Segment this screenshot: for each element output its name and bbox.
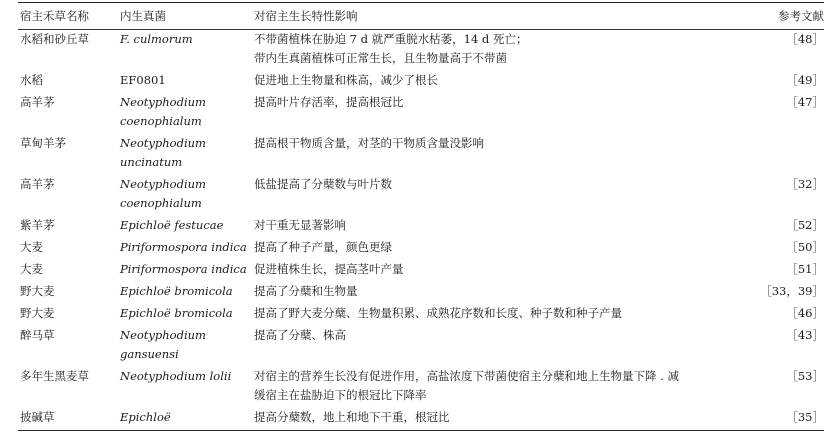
cell-endophyte <box>120 30 254 49</box>
table-row <box>18 216 824 238</box>
cell-endophyte <box>120 367 254 386</box>
endophyte-line: uncinatum <box>120 155 183 169</box>
endophyte-line: EF0801 <box>120 73 166 87</box>
cell-endophyte <box>120 175 254 213</box>
table-row <box>18 260 824 282</box>
endophyte-line: Neotyphodium <box>120 136 206 150</box>
effect-line: 提高了分蘖和生物量 <box>254 284 358 298</box>
cell-host: 醉马草 <box>20 328 55 342</box>
cell-endophyte <box>120 326 254 364</box>
cell-effect <box>254 238 744 257</box>
cell-effect <box>254 30 744 68</box>
effect-line: 缓宿主在盐胁迫下的根冠比下降率 <box>254 388 427 402</box>
endophyte-effects-table <box>18 2 824 431</box>
effect-line: 提高分蘖数，地上和地下干重，根冠比 <box>254 410 450 424</box>
cell-effect <box>254 304 744 323</box>
cell-ref: ［48］ <box>786 32 824 46</box>
cell-ref: ［47］ <box>786 95 824 109</box>
table-row <box>18 71 824 93</box>
cell-ref: ［49］ <box>786 73 824 87</box>
cell-endophyte <box>120 260 254 279</box>
cell-effect <box>254 93 744 112</box>
effect-line: 提高根干物质含量，对茎的干物质含量没影响 <box>254 136 484 150</box>
effect-line: 提高了种子产量，颜色更绿 <box>254 240 392 254</box>
effect-line: 对干重无显著影响 <box>254 218 346 232</box>
endophyte-line: Epichloë <box>120 410 171 424</box>
effect-line: 提高叶片存活率，提高根冠比 <box>254 95 404 109</box>
endophyte-line: Neotyphodium <box>120 95 206 109</box>
cell-endophyte <box>120 408 254 427</box>
cell-host: 野大麦 <box>20 306 55 320</box>
cell-host: 野大麦 <box>20 284 55 298</box>
effect-line: 提高了野大麦分蘖、生物量积累、成熟花序数和长度、种子数和种子产量 <box>254 306 622 320</box>
effect-line: 带内生真菌植株可正常生长，且生物量高于不带菌 <box>254 51 507 65</box>
table-row <box>18 93 824 134</box>
table-body <box>18 30 824 430</box>
cell-endophyte <box>120 93 254 131</box>
cell-ref: ［50］ <box>786 240 824 254</box>
cell-host: 草甸羊茅 <box>20 136 66 150</box>
cell-host: 紫羊茅 <box>20 218 55 232</box>
effect-line: 低盐提高了分蘖数与叶片数 <box>254 177 392 191</box>
cell-host: 大麦 <box>20 262 43 276</box>
endophyte-line: coenophialum <box>120 114 202 128</box>
cell-endophyte <box>120 216 254 235</box>
cell-effect <box>254 175 744 194</box>
endophyte-line: F. culmorum <box>120 32 193 46</box>
cell-endophyte <box>120 282 254 301</box>
cell-effect <box>254 367 744 405</box>
cell-effect <box>254 408 744 427</box>
table-row <box>18 238 824 260</box>
endophyte-line: Neotyphodium lolii <box>120 369 232 383</box>
cell-effect <box>254 260 744 279</box>
table-row <box>18 30 824 71</box>
table-row <box>18 367 824 408</box>
cell-endophyte <box>120 134 254 172</box>
cell-effect <box>254 134 744 153</box>
cell-host: 披碱草 <box>20 410 55 424</box>
header-host: 宿主禾草名称 <box>20 9 89 23</box>
table-row <box>18 282 824 304</box>
endophyte-line: Piriformospora indica <box>120 262 247 276</box>
effect-line: 提高了分蘖、株高 <box>254 328 346 342</box>
cell-host: 水稻和砂丘草 <box>20 32 89 46</box>
effect-line: 促进地上生物量和株高，减少了根长 <box>254 73 438 87</box>
cell-effect <box>254 282 744 301</box>
endophyte-line: Epichloë bromicola <box>120 306 233 320</box>
effect-line: 不带菌植株在胁迫 7 d 就严重脱水枯萎，14 d 死亡； <box>254 32 528 46</box>
table-row <box>18 134 824 175</box>
cell-ref: ［52］ <box>786 218 824 232</box>
table-row <box>18 175 824 216</box>
endophyte-line: Piriformospora indica <box>120 240 247 254</box>
table-bottom-rule <box>18 430 824 431</box>
endophyte-line: gansuensi <box>120 347 179 361</box>
header-endophyte: 内生真菌 <box>120 9 166 23</box>
cell-ref: ［46］ <box>786 306 824 320</box>
table-row <box>18 326 824 367</box>
cell-ref: ［51］ <box>786 262 824 276</box>
header-refs: 参考文献 <box>778 9 824 23</box>
cell-effect <box>254 71 744 90</box>
cell-effect <box>254 326 744 345</box>
header-effect: 对宿主生长特性影响 <box>254 9 358 23</box>
cell-endophyte <box>120 304 254 323</box>
cell-host: 大麦 <box>20 240 43 254</box>
effect-line: 促进植株生长，提高茎叶产量 <box>254 262 404 276</box>
cell-ref: ［43］ <box>786 328 824 342</box>
cell-ref: ［53］ <box>786 369 824 383</box>
endophyte-line: Neotyphodium <box>120 328 206 342</box>
cell-host: 高羊茅 <box>20 177 55 191</box>
table-row <box>18 304 824 326</box>
cell-ref: ［35］ <box>786 410 824 424</box>
endophyte-line: Epichloë festucae <box>120 218 224 232</box>
endophyte-line: Neotyphodium <box>120 177 206 191</box>
table-row <box>18 408 824 430</box>
endophyte-line: coenophialum <box>120 196 202 210</box>
cell-host: 多年生黑麦草 <box>20 369 89 383</box>
effect-line: 对宿主的营养生长没有促进作用，高盐浓度下带菌使宿主分蘖和地上生物量下降 . 减 <box>254 369 679 383</box>
cell-effect <box>254 216 744 235</box>
cell-host: 高羊茅 <box>20 95 55 109</box>
cell-endophyte <box>120 71 254 90</box>
cell-endophyte <box>120 238 254 257</box>
table-header-row <box>18 3 824 29</box>
cell-ref: ［33，39］ <box>760 284 824 298</box>
endophyte-line: Epichloë bromicola <box>120 284 233 298</box>
cell-host: 水稻 <box>20 73 43 87</box>
cell-ref: ［32］ <box>786 177 824 191</box>
